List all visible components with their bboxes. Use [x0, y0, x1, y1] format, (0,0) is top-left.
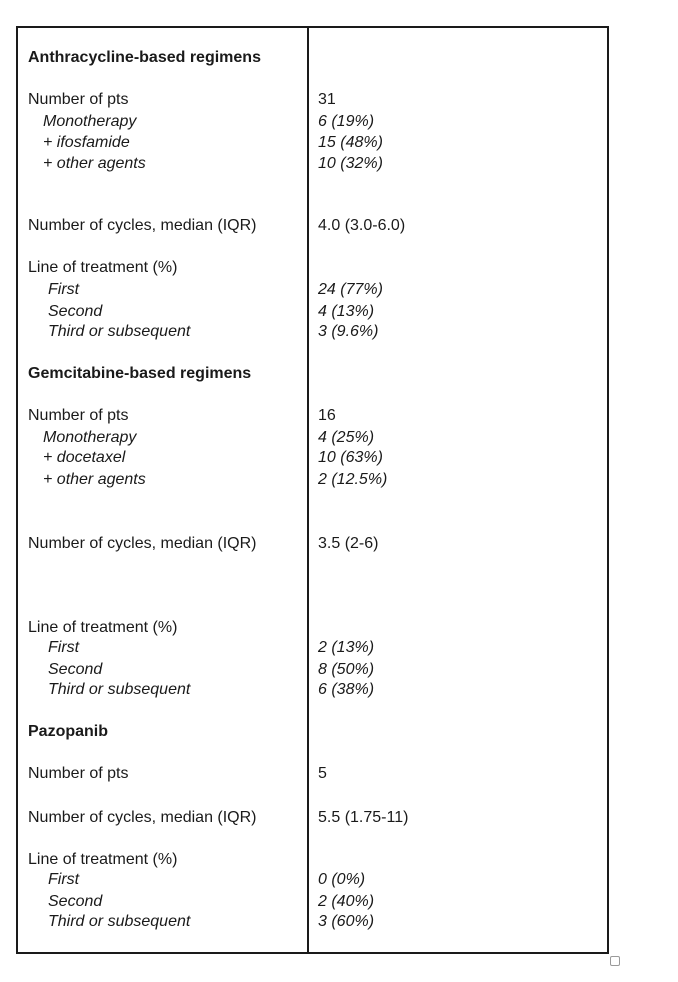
- line-label: Line of treatment (%): [28, 259, 178, 276]
- subitem-label: + docetaxel: [43, 449, 126, 466]
- line-item-value: 3 (60%): [318, 913, 375, 930]
- line-item-value: 0 (0%): [318, 871, 366, 888]
- line-item-value: 4 (13%): [318, 303, 375, 320]
- section-heading-gemcitabine: Gemcitabine-based regimens: [28, 365, 252, 382]
- subitem-label: Monotherapy: [43, 113, 137, 130]
- subitem-value: 10 (63%): [318, 449, 383, 466]
- subitem-label: + other agents: [43, 471, 146, 488]
- section-heading-pazopanib: Pazopanib: [28, 723, 109, 740]
- line-item-label: Third or subsequent: [48, 913, 191, 930]
- table-resize-handle[interactable]: [610, 956, 620, 966]
- line-item-label: Second: [48, 661, 103, 678]
- pts-label: Number of pts: [28, 765, 129, 782]
- line-item-label: Second: [48, 303, 103, 320]
- subitem-value: 15 (48%): [318, 134, 383, 151]
- line-item-value: 24 (77%): [318, 281, 383, 298]
- subitem-value: 2 (12.5%): [318, 471, 388, 488]
- line-item-value: 6 (38%): [318, 681, 375, 698]
- subitem-label: Monotherapy: [43, 429, 137, 446]
- line-item-value: 8 (50%): [318, 661, 375, 678]
- column-divider: [307, 26, 309, 954]
- line-label: Line of treatment (%): [28, 851, 178, 868]
- cycles-label: Number of cycles, median (IQR): [28, 217, 257, 234]
- line-item-label: First: [48, 639, 80, 656]
- line-item-value: 2 (40%): [318, 893, 375, 910]
- subitem-label: + other agents: [43, 155, 146, 172]
- line-item-label: First: [48, 281, 80, 298]
- subitem-label: + ifosfamide: [43, 134, 130, 151]
- line-label: Line of treatment (%): [28, 619, 178, 636]
- pts-value: 5: [318, 765, 327, 782]
- subitem-value: 6 (19%): [318, 113, 375, 130]
- subitem-value: 10 (32%): [318, 155, 383, 172]
- cycles-value: 3.5 (2-6): [318, 535, 379, 552]
- line-item-label: Third or subsequent: [48, 681, 191, 698]
- pts-label: Number of pts: [28, 407, 129, 424]
- line-item-label: First: [48, 871, 80, 888]
- cycles-value: 5.5 (1.75-11): [318, 809, 409, 826]
- subitem-value: 4 (25%): [318, 429, 375, 446]
- section-heading-anthracycline: Anthracycline-based regimens: [28, 49, 261, 66]
- pts-value: 31: [318, 91, 336, 108]
- pts-label: Number of pts: [28, 91, 129, 108]
- cycles-label: Number of cycles, median (IQR): [28, 535, 257, 552]
- line-item-label: Second: [48, 893, 103, 910]
- line-item-value: 3 (9.6%): [318, 323, 379, 340]
- cycles-value: 4.0 (3.0-6.0): [318, 217, 406, 234]
- line-item-label: Third or subsequent: [48, 323, 191, 340]
- line-item-value: 2 (13%): [318, 639, 375, 656]
- cycles-label: Number of cycles, median (IQR): [28, 809, 257, 826]
- pts-value: 16: [318, 407, 336, 424]
